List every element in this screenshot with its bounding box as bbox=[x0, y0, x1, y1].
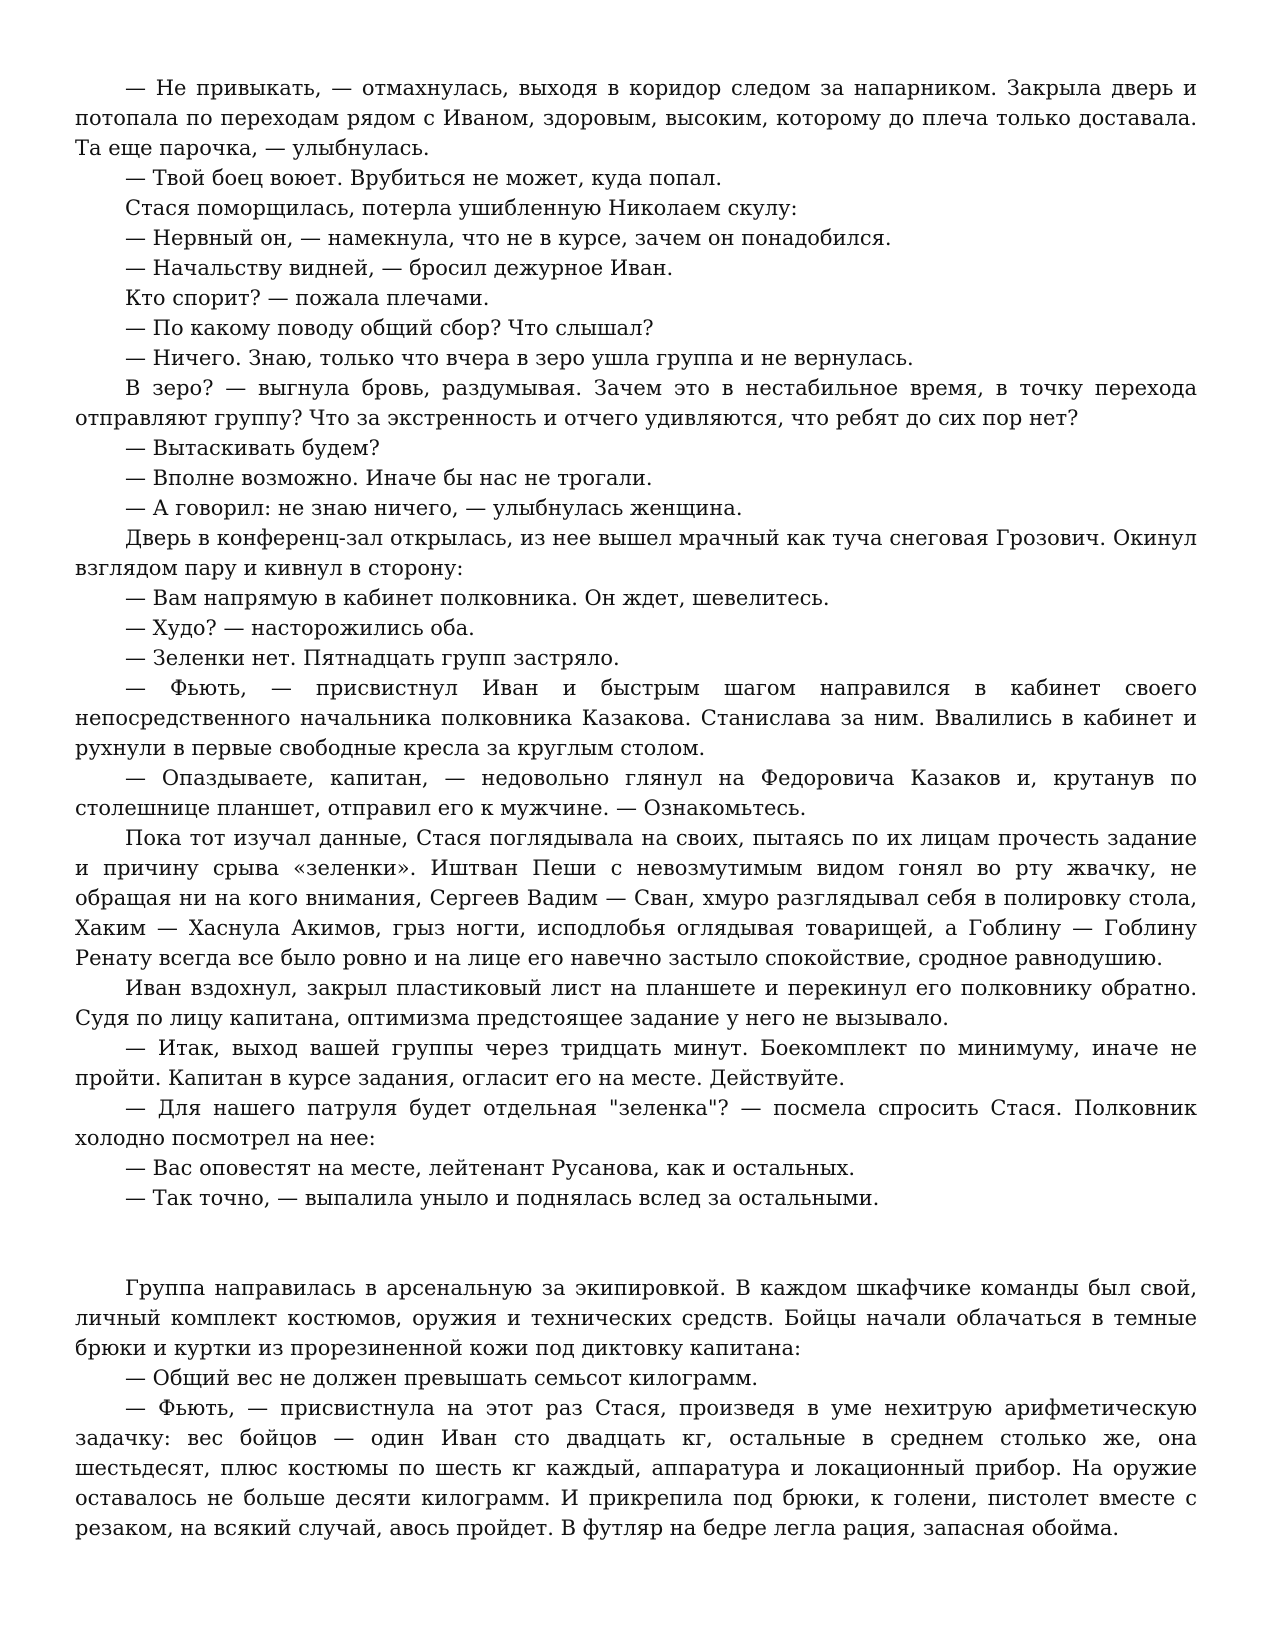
paragraph: — Для нашего патруля будет отдельная "зеленка"? — посмела спросить Стася. Полковник холодно посмотрел на нее: bbox=[75, 1096, 1197, 1150]
paragraph: — Зеленки нет. Пятнадцать групп застряло. bbox=[125, 646, 620, 670]
paragraph: Пока тот изучал данные, Стася поглядывала на своих, пытаясь по их лицам прочесть задание и причину срыва «зеленки». Иштван Пеши с невозмутимым видом гонял во рту жвачку, не обращая ни на кого внимания, Сергеев Вадим — Сван, хмуро разглядывал себя в полировку стола, Хаким — Хаснула Акимов, грыз ногти, исподлобья оглядывая товарищей, а Гоблину — Гоблину Ренату всегда все было ровно и на лице его навечно застыло спокойствие, сродное равнодушию. bbox=[75, 826, 1197, 970]
paragraph: — Вытаскивать будем? bbox=[125, 436, 380, 460]
paragraph: Дверь в конференц-зал открылась, из нее вышел мрачный как туча снеговая Грозович. Окинул взглядом пару и кивнул в сторону: bbox=[75, 526, 1197, 580]
paragraph: — Фьють, — присвистнула на этот раз Стася, произведя в уме нехитрую арифметическую задачку: вес бойцов — один Иван сто двадцать кг, остальные в среднем столько же, она шестьдесят, плюс костюмы по шесть кг каждый, аппаратура и локационный прибор. На оружие оставалось не больше десяти килограмм. И прикрепила под брюки, к голени, пистолет вместе с резаком, на всякий случай, авось пройдет. В футляр на бедре легла рация, запасная обойма. bbox=[75, 1396, 1197, 1540]
paragraph: — Итак, выход вашей группы через тридцать минут. Боекомплект по минимуму, иначе не пройти. Капитан в курсе задания, огласит его на месте. Действуйте. bbox=[75, 1036, 1197, 1090]
paragraph: — Опаздываете, капитан, — недовольно глянул на Федоровича Казаков и, крутанув по столешнице планшет, отправил его к мужчине. — Ознакомьтесь. bbox=[75, 766, 1197, 820]
paragraph: — Худо? — насторожились оба. bbox=[125, 616, 475, 640]
paragraph: — А говорил: не знаю ничего, — улыбнулась женщина. bbox=[125, 496, 743, 520]
paragraph: — Начальству видней, — бросил дежурное Иван. bbox=[125, 256, 674, 280]
section-1 bbox=[75, 73, 1197, 1213]
section-break bbox=[75, 1213, 1197, 1273]
paragraph: Стася поморщилась, потерла ушибленную Николаем скулу: bbox=[125, 196, 798, 220]
paragraph: — Вас оповестят на месте, лейтенант Русанова, как и остальных. bbox=[125, 1156, 856, 1180]
paragraph: — Ничего. Знаю, только что вчера в зеро ушла группа и не вернулась. bbox=[125, 346, 914, 370]
paragraph: — Так точно, — выпалила уныло и поднялась вслед за остальными. bbox=[125, 1186, 880, 1210]
paragraph: — Нервный он, — намекнула, что не в курсе, зачем он понадобился. bbox=[125, 226, 892, 250]
paragraph: — Вам напрямую в кабинет полковника. Он ждет, шевелитесь. bbox=[125, 586, 830, 610]
paragraph: В зеро? — выгнула бровь, раздумывая. Зачем это в нестабильное время, в точку перехода отправляют группу? Что за экстренность и отчего удивляются, что ребят до сих пор нет? bbox=[75, 376, 1197, 430]
paragraph: — Фьють, — присвистнул Иван и быстрым шагом направился в кабинет своего непосредственного начальника полковника Казакова. Станислава за ним. Ввалились в кабинет и рухнули в первые свободные кресла за круглым столом. bbox=[75, 676, 1197, 760]
paragraph: Кто спорит? — пожала плечами. bbox=[125, 286, 490, 310]
paragraph: — Вполне возможно. Иначе бы нас не трогали. bbox=[125, 466, 653, 490]
paragraph: Иван вздохнул, закрыл пластиковый лист на планшете и перекинул его полковнику обратно. Судя по лицу капитана, оптимизма предстоящее задание у него не вызывало. bbox=[75, 976, 1197, 1030]
paragraph: — Не привыкать, — отмахнулась, выходя в коридор следом за напарником. Закрыла дверь и потопала по переходам рядом с Иваном, здоровым, высоким, которому до плеча только доставала. Та еще парочка, — улыбнулась. bbox=[75, 76, 1197, 160]
section-2 bbox=[75, 1273, 1197, 1543]
paragraph: — Общий вес не должен превышать семьсот килограмм. bbox=[125, 1366, 759, 1390]
paragraph: Группа направилась в арсенальную за экипировкой. В каждом шкафчике команды был свой, личный комплект костюмов, оружия и технических средств. Бойцы начали облачаться в темные брюки и куртки из прорезиненной кожи под диктовку капитана: bbox=[75, 1276, 1197, 1360]
document-page bbox=[75, 73, 1197, 1543]
paragraph: — Твой боец воюет. Врубиться не может, куда попал. bbox=[125, 166, 723, 190]
paragraph: — По какому поводу общий сбор? Что слышал? bbox=[125, 316, 654, 340]
